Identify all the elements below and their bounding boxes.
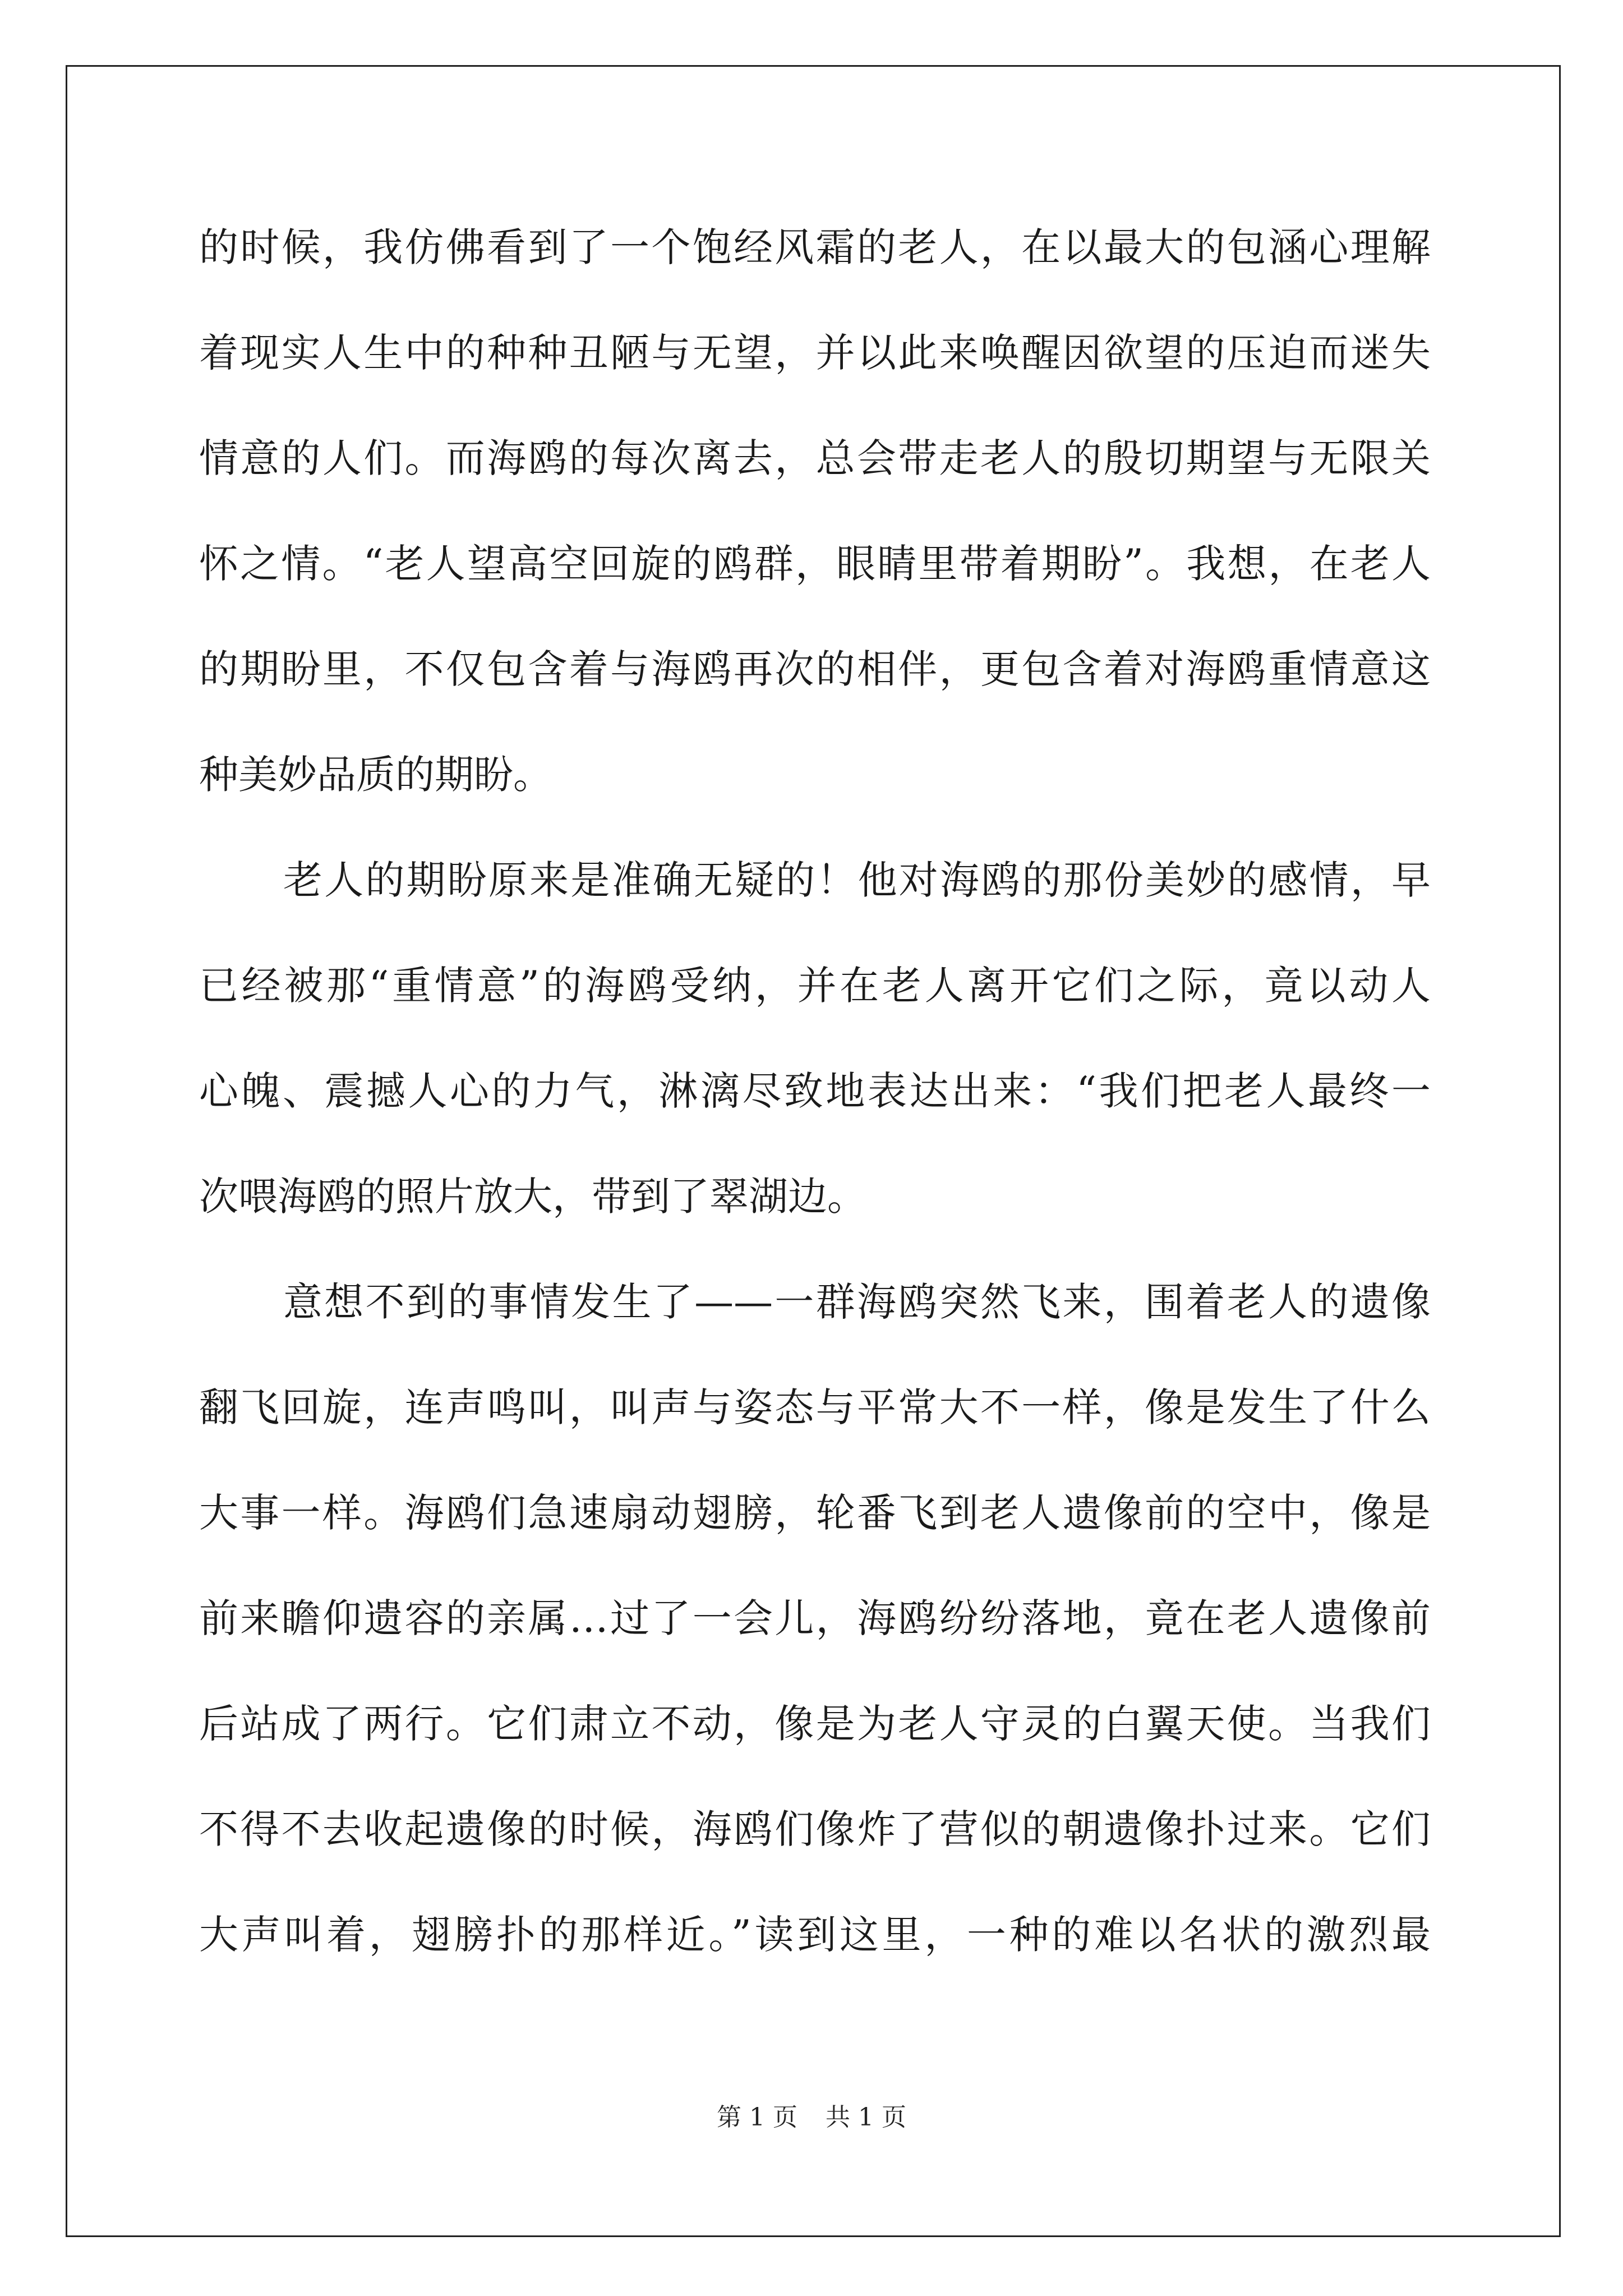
text-line: 的期盼里，不仅包含着与海鸥再次的相伴，更包含着对海鸥重情意这 [199, 646, 1431, 692]
page-number: 第 1 页 [717, 2103, 797, 2132]
text-line: 已经被那“重情意”的海鸥受纳，并在老人离开它们之际，竟以动人 [199, 963, 1431, 1009]
text-line: 种美妙品质的期盼。 [199, 752, 552, 798]
text-line: 大声叫着，翅膀扑的那样近。”读到这里，一种的难以名状的激烈最 [199, 1912, 1431, 1958]
paragraph-first-line: 老人的期盼原来是准确无疑的！他对海鸥的那份美妙的感情，早 [283, 857, 1431, 903]
text-line: 后站成了两行。它们肃立不动，像是为老人守灵的白翼天使。当我们 [199, 1701, 1431, 1747]
text-line: 情意的人们。而海鸥的每次离去，总会带走老人的殷切期望与无限关 [199, 435, 1431, 481]
text-line: 前来瞻仰遗容的亲属…过了一会儿，海鸥纷纷落地，竟在老人遗像前 [199, 1595, 1431, 1641]
text-line: 次喂海鸥的照片放大，带到了翠湖边。 [199, 1174, 866, 1220]
text-line: 心魄、震撼人心的力气，淋漓尽致地表达出来：“我们把老人最终一 [199, 1068, 1431, 1114]
page-total: 共 1 页 [826, 2103, 906, 2132]
text-line: 不得不去收起遗像的时候，海鸥们像炸了营似的朝遗像扑过来。它们 [199, 1806, 1431, 1852]
page-footer [0, 2101, 1623, 2134]
text-line: 怀之情。“老人望高空回旋的鸥群，眼睛里带着期盼”。我想，在老人 [199, 541, 1431, 587]
text-line: 大事一样。海鸥们急速扇动翅膀，轮番飞到老人遗像前的空中，像是 [199, 1490, 1431, 1536]
text-line: 的时候，我仿佛看到了一个饱经风霜的老人，在以最大的包涵心理解 [199, 224, 1431, 270]
document-body [199, 214, 1431, 2007]
text-line: 着现实人生中的种种丑陋与无望，并以此来唤醒因欲望的压迫而迷失 [199, 330, 1431, 376]
paragraph-first-line: 意想不到的事情发生了——一群海鸥突然飞来，围着老人的遗像 [283, 1279, 1431, 1325]
text-line: 翻飞回旋，连声鸣叫，叫声与姿态与平常大不一样，像是发生了什么 [199, 1384, 1431, 1430]
